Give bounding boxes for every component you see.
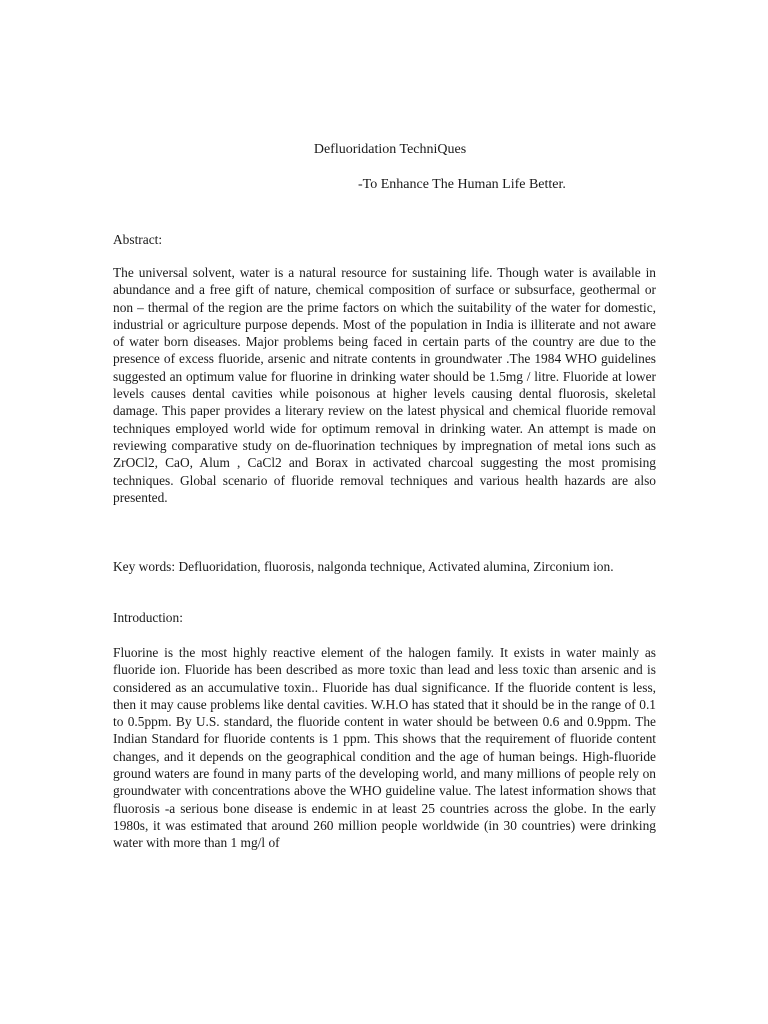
document-title: Defluoridation TechniQues: [313, 142, 467, 157]
keywords-paragraph: Key words: Defluoridation, fluorosis, nalgonda technique, Activated alumina, Zirconium ion.: [113, 559, 614, 574]
introduction-paragraph: Fluorine is the most highly reactive element of the halogen family. It exists in water mainly as fluoride ion. Fluoride has been described as more toxic than lead and less toxic than arsenic and is considered as an accumulative toxin.. Fluoride has dual significance. If the fluoride content is less, then it may cause problems like dental cavities. W.H.O has stated that it should be in the range of 0.1 to 0.5ppm. By U.S. standard, the fluoride content in water should be between 0.6 and 0.9ppm. The Indian Standard for fluoride contents is 1 ppm. This shows that the requirement of fluoride content changes, and it depends on the geographical condition and the age of human beings. High-fluoride ground waters are found in many parts of the developing world, and many millions of people rely on groundwater with concentrations above the WHO guideline value. The latest information shows that fluorosis -a serious bone disease is endemic in at least 25 countries across the globe. In the early 1980s, it was estimated that around 260 million people worldwide (in 30 countries) were drinking water with more than 1 mg/l of: [113, 645, 656, 851]
introduction-heading: Introduction:: [113, 610, 183, 625]
document-subtitle: -To Enhance The Human Life Better.: [358, 177, 566, 192]
abstract-paragraph: The universal solvent, water is a natural resource for sustaining life. Though water is available in abundance and a free gift of nature, chemical composition of surface or subsurface, geothermal or non – thermal of the region are the prime factors on which the suitability of the water for domestic, industrial or agriculture purpose depends. Most of the population in India is illiterate and not aware of water born diseases. Major problems being faced in certain parts of the country are due to the presence of excess fluoride, arsenic and nitrate contents in groundwater .The 1984 WHO guidelines suggested an optimum value for fluorine in drinking water should be 1.5mg / litre. Fluoride at lower levels causes dental cavities while poisonous at higher levels causing dental fluorosis, skeletal damage. This paper provides a literary review on the latest physical and chemical fluoride removal techniques employed world wide for optimum removal in drinking water. An attempt is made on reviewing comparative study on de-fluorination techniques by impregnation of metal ions such as ZrOCl2, CaO, Alum , CaCl2 and Borax in activated charcoal suggesting the most promising techniques. Global scenario of fluoride removal techniques and various health hazards are also presented.: [113, 265, 656, 505]
abstract-heading: Abstract:: [113, 232, 163, 247]
